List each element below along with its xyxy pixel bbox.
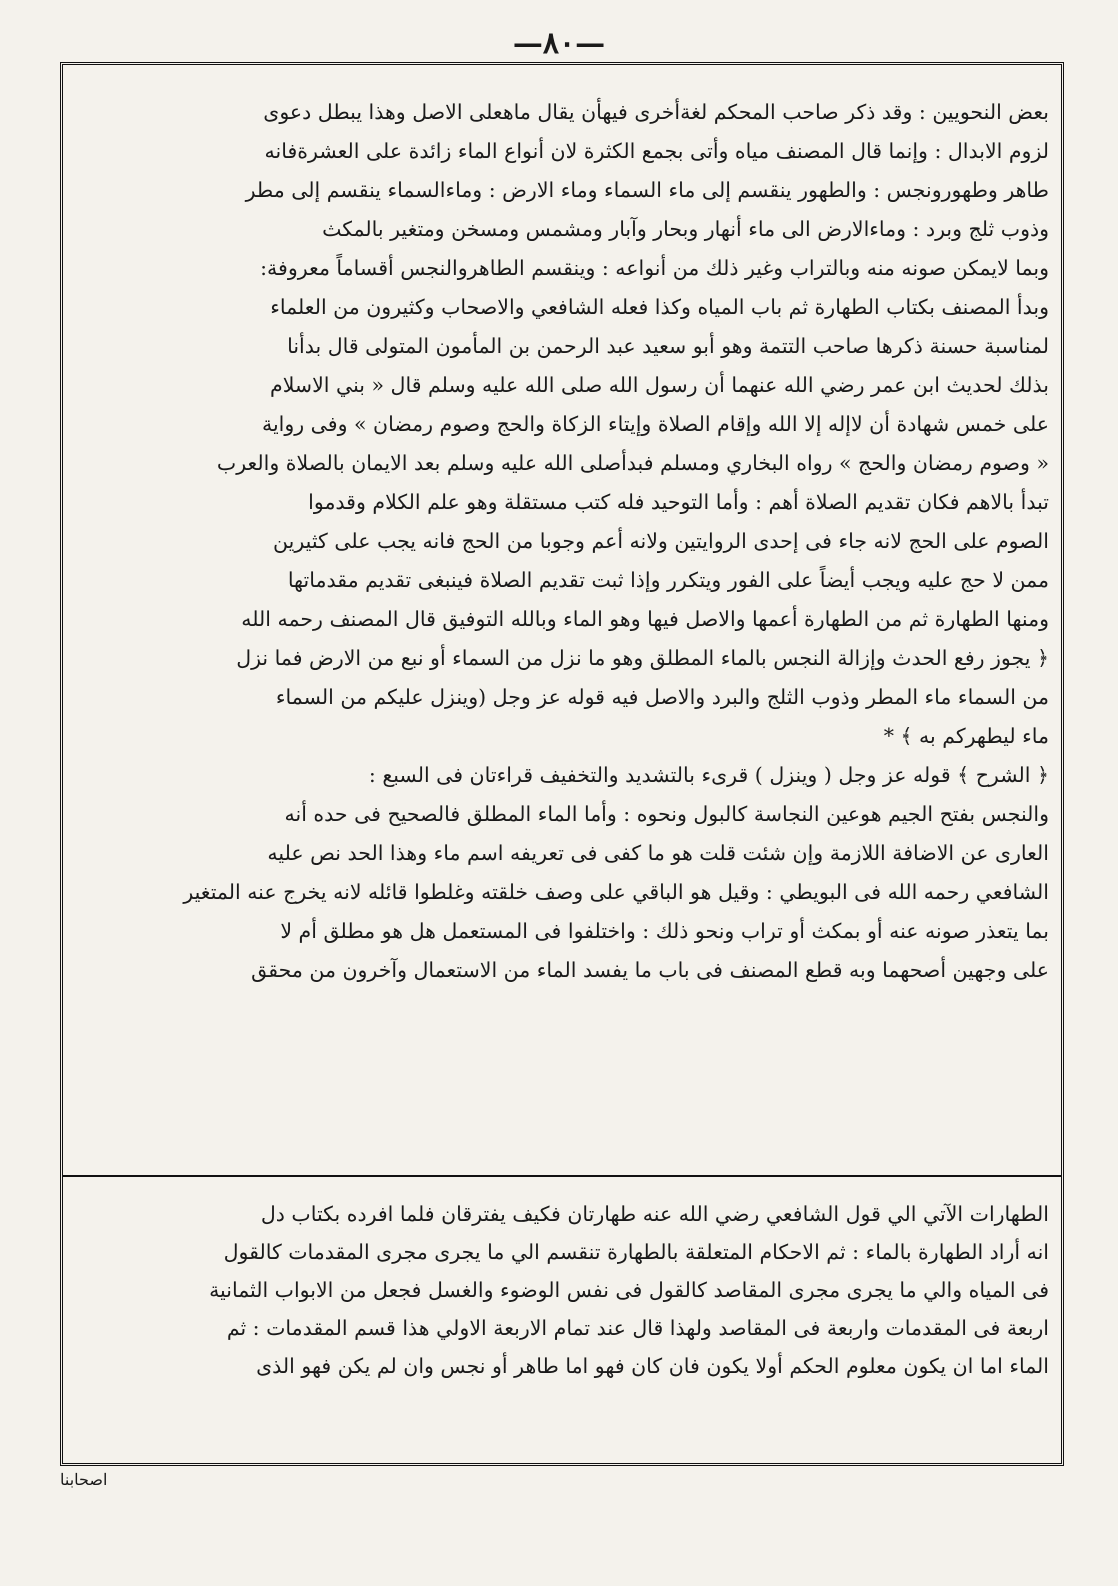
- text-line: ومنها الطهارة ثم من الطهارة أعمها والاصل فيها وهو الماء وبالله التوفيق قال المصنف رحمه الله: [241, 607, 1049, 631]
- text-line: بما يتعذر صونه عنه أو بمكث أو تراب ونحو ذلك : واختلفوا فى المستعمل هل هو مطلق أم لا: [280, 919, 1049, 943]
- text-line: من السماء ماء المطر وذوب الثلج والبرد والاصل فيه قوله عز وجل (وينزل عليكم من السماء: [275, 685, 1049, 709]
- footnote-text: [75, 1195, 1049, 1385]
- text-line: وبدأ المصنف بكتاب الطهارة ثم باب المياه وكذا فعله الشافعي والاصحاب وكثيرون من العلماء: [270, 295, 1049, 319]
- text-line: العارى عن الاضافة اللازمة وإن شئت قلت هو ما كفى فى تعريفه اسم ماء وهذا الحد نص عليه: [267, 841, 1049, 865]
- text-line: ممن لا حج عليه ويجب أيضاً على الفور ويتكرر وإذا ثبت تقديم الصلاة فينبغى تقديم مقدماتها: [287, 568, 1049, 592]
- text-line: لمناسبة حسنة ذكرها صاحب التتمة وهو أبو سعيد عبد الرحمن بن المأمون المتولى قال بدأنا: [287, 334, 1049, 358]
- text-line: تبدأ بالاهم فكان تقديم الصلاة أهم : وأما التوحيد فله كتب مستقلة وهو علم الكلام وقدموا: [308, 490, 1049, 514]
- text-line: لزوم الابدال : وإنما قال المصنف مياه وأتى بجمع الكثرة لان أنواع الماء زائدة على العشرةفانه: [264, 139, 1049, 163]
- main-text: [75, 93, 1049, 990]
- text-line: وبما لايمكن صونه منه وبالتراب وغير ذلك من أنواعه : وينقسم الطاهروالنجس أقساماً معروفة:: [260, 256, 1049, 280]
- text-line: بعض النحويين : وقد ذكر صاحب المحكم لغةأخرى فيهأن يقال ماهعلى الاصل وهذا يبطل دعوى: [263, 100, 1049, 124]
- text-line: ﴿ يجوز رفع الحدث وإزالة النجس بالماء المطلق وهو ما نزل من السماء أو نبع من الارض فما نزل: [236, 646, 1049, 670]
- catchword: اصحابنا: [60, 1470, 108, 1489]
- page-number: —٨٠—: [512, 26, 606, 61]
- footnote-line: فى المياه والي ما يجرى مجرى المقاصد كالقول فى نفس الوضوء والغسل فجعل من الابواب الثمانية: [209, 1278, 1049, 1302]
- text-line: والنجس بفتح الجيم هوعين النجاسة كالبول ونحوه : وأما الماء المطلق فالصحيح فى حده أنه: [284, 802, 1049, 826]
- text-line: طاهر وطهورونجس : والطهور ينقسم إلى ماء السماء وماء الارض : وماءالسماء ينقسم إلى مطر: [245, 178, 1049, 202]
- page-frame: [60, 62, 1064, 1466]
- text-line: الشافعي رحمه الله فى البويطي : وقيل هو الباقي على وصف خلقته وغلطوا قائله لانه يخرج عنه المتغير: [183, 880, 1049, 904]
- text-line: ماء ليطهركم به ﴾ *: [883, 724, 1049, 748]
- text-line: ﴿ الشرح ﴾ قوله عز وجل ( وينزل ) قرىء بالتشديد والتخفيف قراءتان فى السبع :: [368, 763, 1049, 787]
- text-line: على وجهين أصحهما وبه قطع المصنف فى باب ما يفسد الماء من الاستعمال وآخرون من محقق: [251, 958, 1049, 982]
- text-line: وذوب ثلج وبرد : وماءالارض الى ماء أنهار وبحار وآبار ومشمس ومسخن ومتغير بالمكث: [322, 217, 1049, 241]
- footnote-line: الماء اما ان يكون معلوم الحكم أولا يكون فان كان فهو اما طاهر أو نجس وان لم يكن فهو الذى: [256, 1354, 1049, 1378]
- text-line: الصوم على الحج لانه جاء فى إحدى الروايتين ولانه أعم وجوبا من الحج فانه يجب على كثيرين: [273, 529, 1049, 553]
- footnote-line: انه أراد الطهارة بالماء : ثم الاحكام المتعلقة بالطهارة تنقسم الي ما يجرى مجرى المقدمات كالقول: [223, 1240, 1049, 1264]
- footnote-line: اربعة فى المقدمات واربعة فى المقاصد ولهذا قال عند تمام الاربعة الاولي هذا قسم المقدمات : ثم: [226, 1316, 1049, 1340]
- text-line: بذلك لحديث ابن عمر رضي الله عنهما أن رسول الله صلى الله عليه وسلم قال « بني الاسلام: [270, 373, 1049, 397]
- footnote-divider: [63, 1175, 1061, 1177]
- text-line: « وصوم رمضان والحج » رواه البخاري ومسلم فبدأصلى الله عليه وسلم بعد الايمان بالصلاة والعرب: [216, 451, 1049, 475]
- footnote-line: الطهارات الآتي الي قول الشافعي رضي الله عنه طهارتان فكيف يفترقان فلما افرده بكتاب دل: [260, 1202, 1049, 1226]
- text-line: على خمس شهادة أن لاإله إلا الله وإقام الصلاة وإيتاء الزكاة والحج وصوم رمضان » وفى رواية: [261, 412, 1049, 436]
